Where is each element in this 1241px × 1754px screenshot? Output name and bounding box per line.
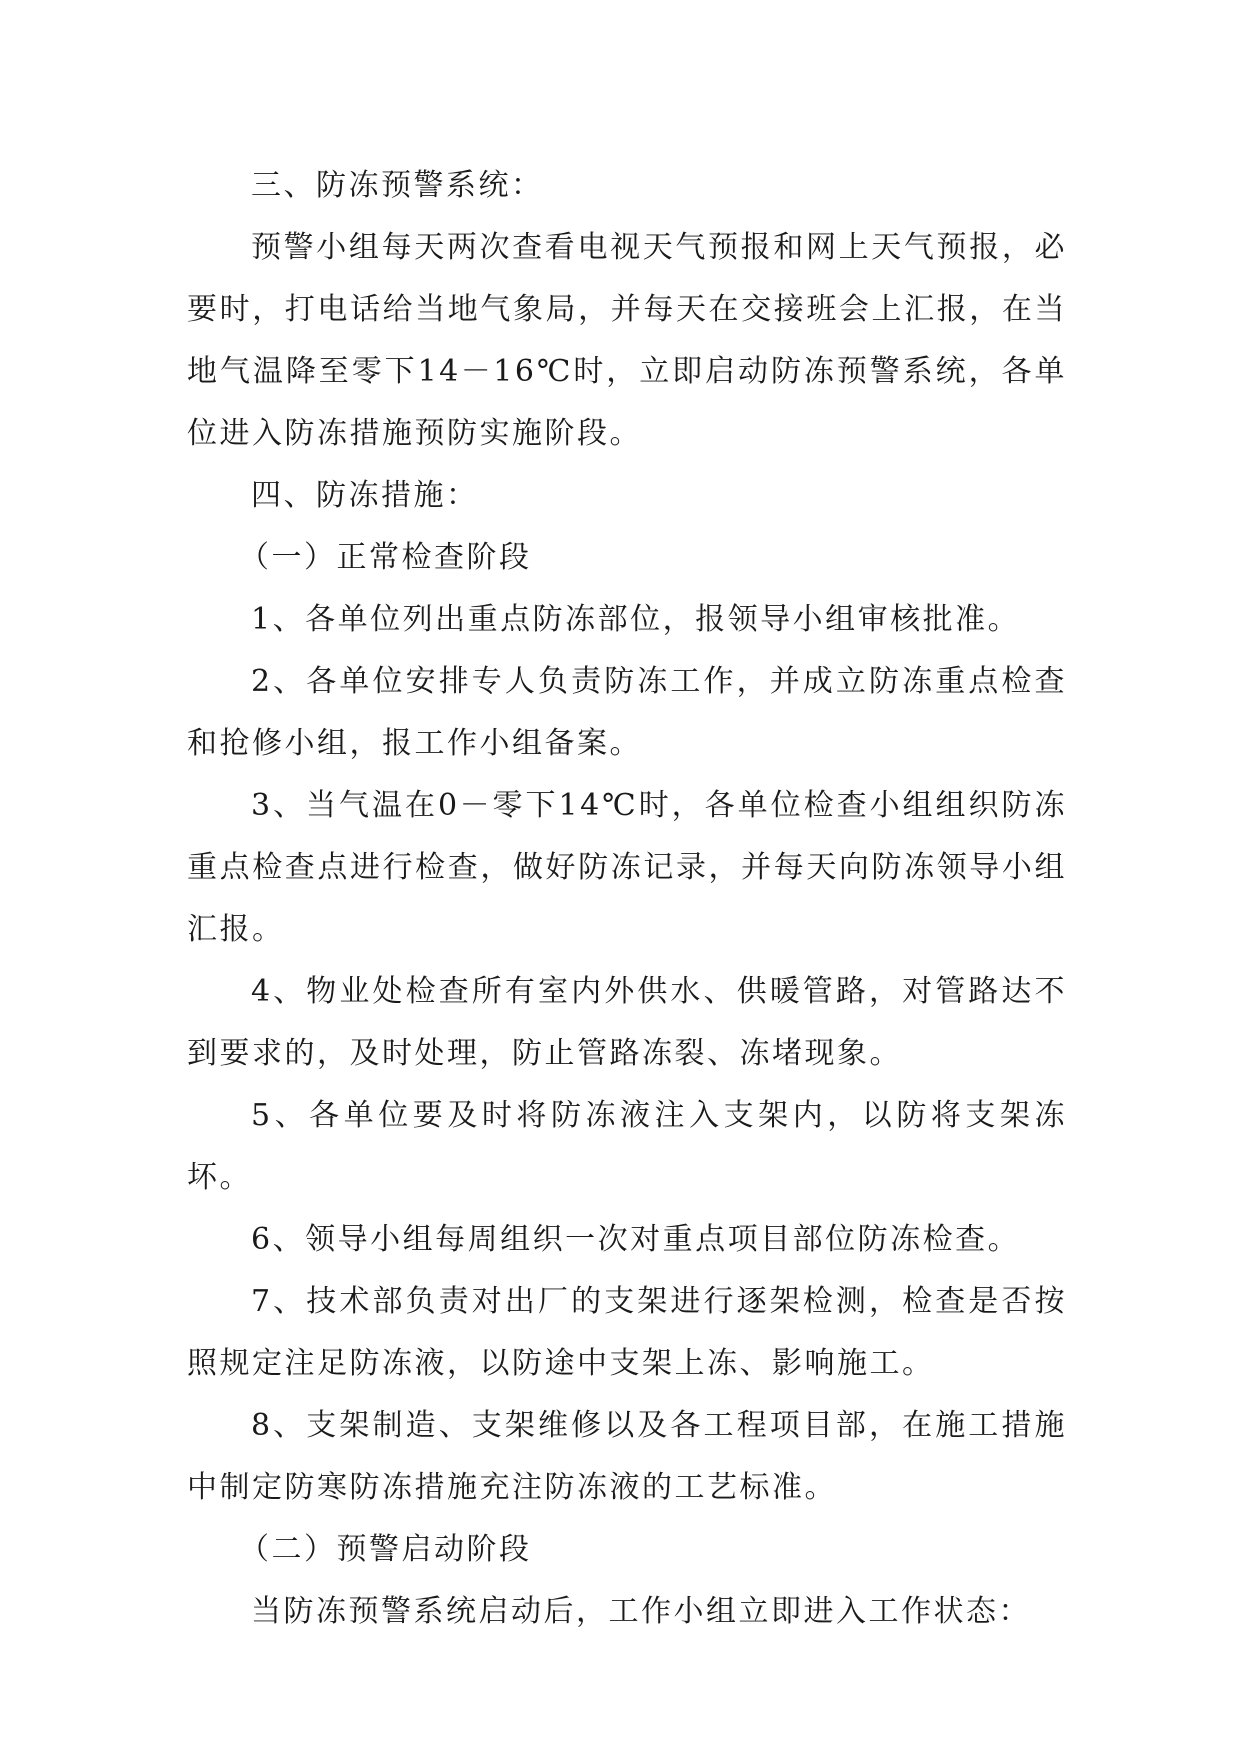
stage-1-heading: （一）正常检查阶段 (239, 540, 532, 575)
document-body (187, 155, 1067, 1643)
measure-item-7: 7、技术部负责对出厂的支架进行逐架检测，检查是否按照规定注足防冻液，以防途中支架上冻、影响施工。 (187, 1284, 1067, 1381)
stage-2-heading: （二）预警启动阶段 (239, 1532, 532, 1567)
measure-item-1: 1、各单位列出重点防冻部位，报领导小组审核批准。 (251, 602, 1021, 637)
measure-item-6: 6、领导小组每周组织一次对重点项目部位防冻检查。 (251, 1222, 1021, 1257)
section-3-paragraph: 预警小组每天两次查看电视天气预报和网上天气预报，必要时，打电话给当地气象局，并每天在交接班会上汇报，在当地气温降至零下14－16℃时，立即启动防冻预警系统，各单位进入防冻措施预防实施阶段。 (187, 230, 1067, 451)
section-4-heading: 四、防冻措施： (251, 478, 479, 513)
stage-2-paragraph: 当防冻预警系统启动后，工作小组立即进入工作状态： (251, 1594, 1031, 1629)
measure-item-4: 4、物业处检查所有室内外供水、供暖管路，对管路达不到要求的，及时处理，防止管路冻裂、冻堵现象。 (187, 974, 1067, 1071)
measure-item-3: 3、当气温在0－零下14℃时，各单位检查小组组织防冻重点检查点进行检查，做好防冻记录，并每天向防冻领导小组汇报。 (187, 788, 1067, 947)
measure-item-8: 8、支架制造、支架维修以及各工程项目部，在施工措施中制定防寒防冻措施充注防冻液的工艺标准。 (187, 1408, 1067, 1505)
section-3-heading: 三、防冻预警系统： (251, 168, 544, 203)
measure-item-5: 5、各单位要及时将防冻液注入支架内，以防将支架冻坏。 (187, 1098, 1067, 1195)
measure-item-2: 2、各单位安排专人负责防冻工作，并成立防冻重点检查和抢修小组，报工作小组备案。 (187, 664, 1067, 761)
